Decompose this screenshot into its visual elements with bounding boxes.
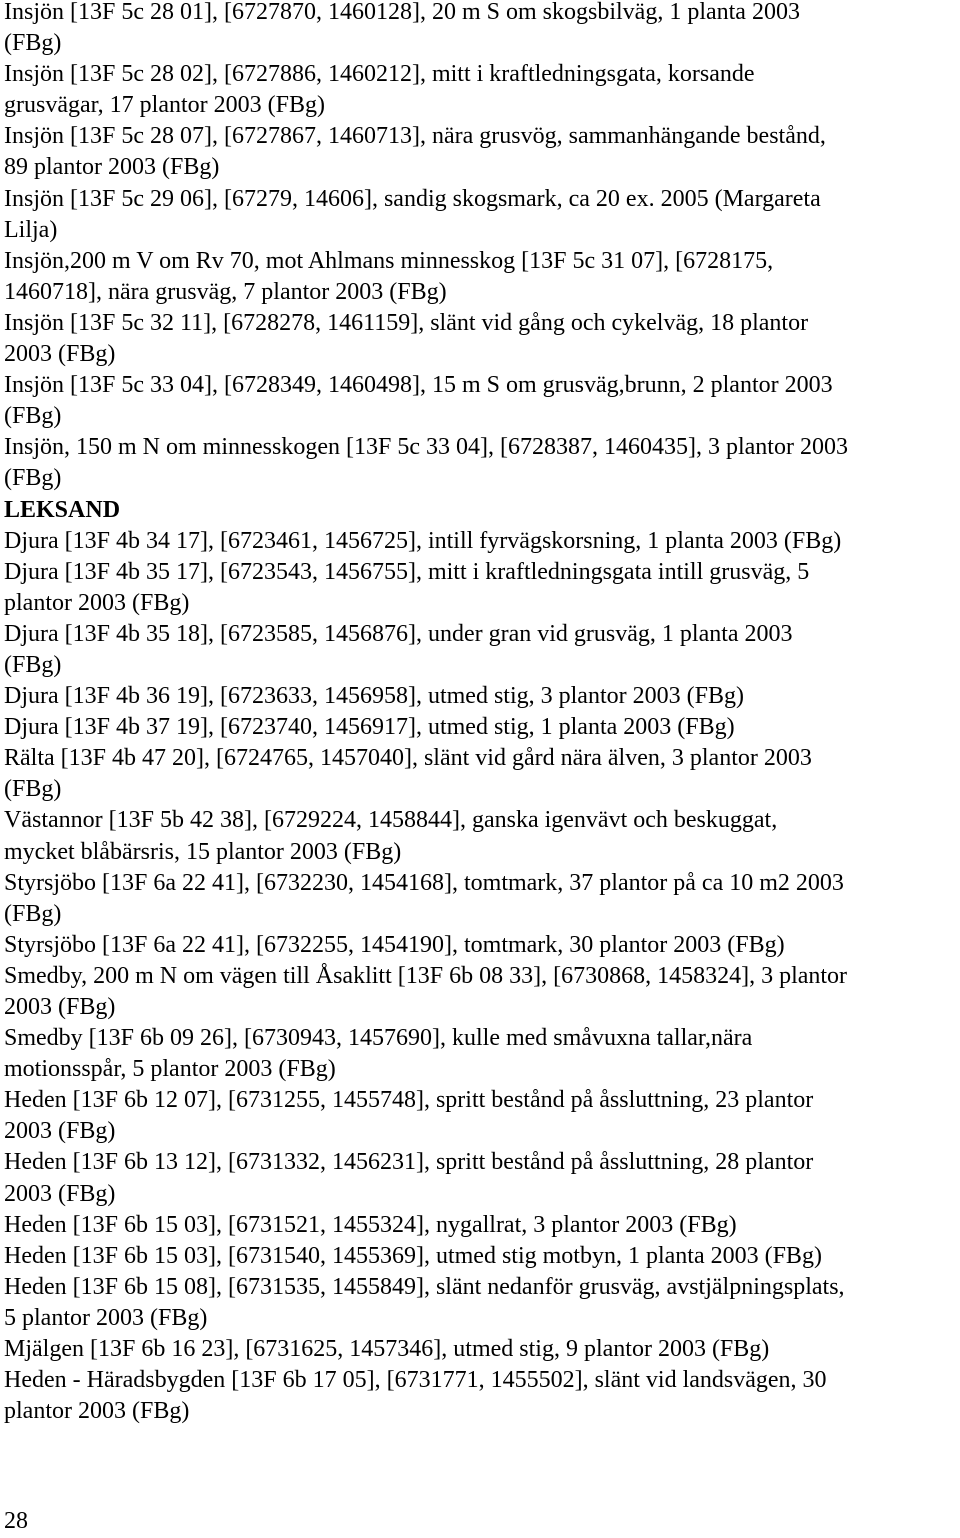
text-line: 2003 (FBg): [4, 1118, 116, 1145]
text-line: Heden [13F 6b 15 03], [6731521, 1455324], nygallrat, 3 plantor 2003 (FBg): [4, 1211, 737, 1238]
text-line: plantor 2003 (FBg): [4, 1398, 190, 1425]
text-line: Mjälgen [13F 6b 16 23], [6731625, 1457346], utmed stig, 9 plantor 2003 (FBg): [4, 1336, 770, 1363]
text-line: Styrsjöbo [13F 6a 22 41], [6732255, 1454190], tomtmark, 30 plantor 2003 (FBg): [4, 931, 785, 958]
text-line: (FBg): [4, 465, 62, 492]
text-line: Djura [13F 4b 37 19], [6723740, 1456917], utmed stig, 1 planta 2003 (FBg): [4, 714, 735, 741]
text-line: Djura [13F 4b 35 17], [6723543, 1456755], mitt i kraftledningsgata intill grusväg, 5: [4, 558, 810, 585]
text-line: Smedby [13F 6b 09 26], [6730943, 1457690], kulle med småvuxna tallar,nära: [4, 1025, 753, 1052]
text-line: Heden [13F 6b 15 03], [6731540, 1455369], utmed stig motbyn, 1 planta 2003 (FBg): [4, 1242, 822, 1269]
text-line: Djura [13F 4b 34 17], [6723461, 1456725], intill fyrvägskorsning, 1 planta 2003 (FBg): [4, 527, 842, 554]
text-line: Rälta [13F 4b 47 20], [6724765, 1457040], slänt vid gård nära älven, 3 plantor 2003: [4, 745, 812, 772]
text-line: 5 plantor 2003 (FBg): [4, 1304, 208, 1331]
text-line: (FBg): [4, 900, 62, 927]
text-line: motionsspår, 5 plantor 2003 (FBg): [4, 1056, 336, 1083]
text-line: Insjön [13F 5c 28 07], [6727867, 1460713], nära grusvög, sammanhängande bestånd,: [4, 123, 826, 150]
text-line: [4, 1427, 956, 1458]
text-line: Heden [13F 6b 15 08], [6731535, 1455849], slänt nedanför grusväg, avstjälpningsplats,: [4, 1273, 845, 1300]
text-line: Heden [13F 6b 12 07], [6731255, 1455748], spritt bestånd på åssluttning, 23 plantor: [4, 1087, 814, 1114]
text-line: Insjön [13F 5c 32 11], [6728278, 1461159], slänt vid gång och cykelväg, 18 plantor: [4, 309, 809, 336]
page-number: 28: [4, 1508, 28, 1534]
text-line: Västannor [13F 5b 42 38], [6729224, 1458844], ganska igenvävt och beskuggat,: [4, 807, 778, 834]
text-line: 1460718], nära grusväg, 7 plantor 2003 (FBg): [4, 278, 447, 305]
text-line: Lilja): [4, 216, 58, 243]
text-line: Insjön [13F 5c 28 01], [6727870, 1460128], 20 m S om skogsbilväg, 1 planta 2003: [4, 0, 800, 25]
text-line: (FBg): [4, 30, 62, 57]
text-line: Heden - Häradsbygden [13F 6b 17 05], [6731771, 1455502], slänt vid landsvägen, 30: [4, 1367, 827, 1394]
text-line: Heden [13F 6b 13 12], [6731332, 1456231], spritt bestånd på åssluttning, 28 plantor: [4, 1149, 814, 1176]
text-line: Insjön,200 m V om Rv 70, mot Ahlmans minnesskog [13F 5c 31 07], [6728175,: [4, 247, 774, 274]
text-line: plantor 2003 (FBg): [4, 589, 190, 616]
text-line: Insjön [13F 5c 28 02], [6727886, 1460212], mitt i kraftledningsgata, korsande: [4, 61, 755, 88]
text-line: Styrsjöbo [13F 6a 22 41], [6732230, 1454168], tomtmark, 37 plantor på ca 10 m2 2003: [4, 869, 844, 896]
text-line: (FBg): [4, 403, 62, 430]
text-line: Insjön [13F 5c 33 04], [6728349, 1460498], 15 m S om grusväg,brunn, 2 plantor 2003: [4, 372, 833, 399]
text-line: Djura [13F 4b 35 18], [6723585, 1456876], under gran vid grusväg, 1 planta 2003: [4, 620, 793, 647]
text-line: Djura [13F 4b 36 19], [6723633, 1456958], utmed stig, 3 plantor 2003 (FBg): [4, 683, 744, 710]
text-line: 2003 (FBg): [4, 1180, 116, 1207]
document-body: [4, 0, 956, 1458]
text-line: grusvägar, 17 plantor 2003 (FBg): [4, 92, 325, 119]
text-line: (FBg): [4, 651, 62, 678]
section-heading: LEKSAND: [4, 496, 121, 523]
text-line: Insjön [13F 5c 29 06], [67279, 14606], sandig skogsmark, ca 20 ex. 2005 (Margareta: [4, 185, 821, 212]
text-line: 2003 (FBg): [4, 341, 116, 368]
text-line: 2003 (FBg): [4, 994, 116, 1020]
text-line: Insjön, 150 m N om minnesskogen [13F 5c 33 04], [6728387, 1460435], 3 plantor 2003: [4, 434, 848, 461]
text-line: 89 plantor 2003 (FBg): [4, 154, 220, 181]
text-line: mycket blåbärsris, 15 plantor 2003 (FBg): [4, 838, 402, 865]
text-line: (FBg): [4, 776, 62, 803]
text-line: Smedby, 200 m N om vägen till Åsaklitt [13F 6b 08 33], [6730868, 1458324], 3 plantor: [4, 962, 848, 989]
